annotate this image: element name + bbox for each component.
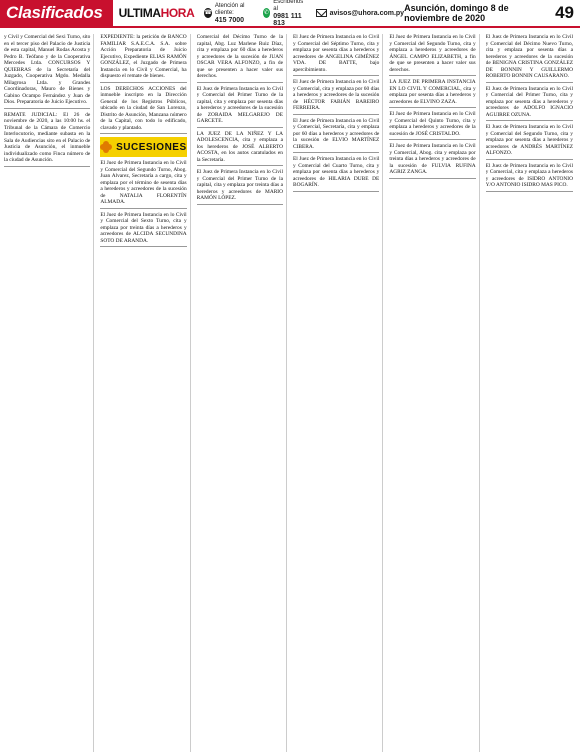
column-3 bbox=[197, 34, 287, 752]
notice: El Juez de Primera Instancia en lo Civil y Comercial del Segundo Turno, cita y emplaza por sesenta días a herederos y acreedores de ANDRÉS MARTÍNEZ ALFONZO. bbox=[486, 124, 573, 160]
column-6 bbox=[486, 34, 576, 752]
notice: El Juez de Primera Instancia en lo Civil y Comercial del Quinto Turno, cita y emplaza a herederos y acreedores de la sucesión de JOSÉ CRISTALDO. bbox=[389, 111, 475, 140]
notice: El Juez de Primera Instancia en lo Civil y Comercial, Secretaría, cita y emplaza por 60 días a herederos y acreedores de la sucesión de ELVIO MARTÍNEZ CIBERA. bbox=[293, 118, 379, 154]
notice: El Juez de Primera Instancia en lo Civil y Comercial, cita y emplaza a herederos y acreedores de ISIDRO ANTONIO Y/O ANTONIO ISIDRO MAS PICO. bbox=[486, 163, 573, 192]
notice: LA JUEZ DE PRIMERA INSTANCIA EN LO CIVIL Y COMERCIAL, cita y emplaza por sesenta días a herederos y acreedores de ELVINO ZAZA. bbox=[389, 79, 475, 108]
flower-icon bbox=[100, 141, 112, 153]
phone-icon: ☎ bbox=[204, 10, 212, 16]
whatsapp-contact: ✆ Escríbenos al 0981 111 813 bbox=[263, 0, 304, 27]
notice: El Juez de Primera Instancia en lo Civil y Comercial del Cuarto Turno, cita y emplaza por sesenta días a herederos y acreedores de HILARIA DUBE DE BOGARÍN. bbox=[293, 156, 379, 192]
notice: El Juez de Primera Instancia en lo Civil y Comercial, cita y emplaza por 60 días a herederos y acreedores de la sucesión de HÉCTOR FABIÁN BAREIRO FERREIRA. bbox=[293, 79, 379, 115]
page-header bbox=[0, 0, 580, 28]
notice: EXPEDIENTE: la petición de BANCO FAMILIAR S.A.E.C.A. S.A. sobre Acción Preparatoria de Juicio Ejecutivo, Expediente ELIAS RAMÓN GONZÁLEZ, el Juzgado de Primera Instancia en lo Civil y Comercial, ha dispuesto el remate de bienes. bbox=[100, 34, 186, 83]
whatsapp-icon: ✆ bbox=[263, 10, 269, 16]
notice: El Juez de Primera Instancia en lo Civil y Comercial del Décimo Nuevo Turno, cita y emplaza por sesenta días a herederos y acreedores de la sucesión de BENIGNA CRISTINA GONZÁLEZ DE BONNIN Y GUILLERMO ROBERTO BONNIN CAUSARANO. bbox=[486, 34, 573, 83]
column-2 bbox=[100, 34, 190, 752]
notice: LA JUEZ DE LA NIÑEZ Y LA ADOLESCENCIA, cita y emplaza a los herederos de JOSÉ ALBERTO ACOSTA, en los autos caratulados en la Secretaría. bbox=[197, 131, 283, 167]
email-contact: avisos@uhora.com.py bbox=[316, 9, 405, 17]
notice: El Juez de Primera Instancia en lo Civil y Comercial del Primer Turno de la capital, cita y emplaza por sesenta días a herederos y acreedores de la sucesión de ZORAIDA MELGAREJO DE GARCETE. bbox=[197, 86, 283, 128]
dateline: Asunción, domingo 8 de noviembre de 2020 bbox=[404, 3, 509, 23]
column-1 bbox=[4, 34, 94, 752]
notice: y Civil y Comercial del Sexi Turno, sito en el tercer piso del Palacio de Justicia de esta capital, Manuel Rodas Acosta y Pedro B. Teófano y de la Cooperativa Mercedes Ltda. CONCURSOS Y QUIEBRAS de la Secretaría del Juzgado, Cooperativa Mgdo. Medalla Milagrosa Ltda. y Grandes Coordinadoras, Mauro de Bienes y Gabino Ocampo Fernández y Juan de Dios. Preparatoria de Juicio Ejecutivo. bbox=[4, 34, 90, 109]
notice: El Juez de Primera Instancia en lo Civil y Comercial del Segundo Turno, cita y emplaza a herederos y acreedores de ÁNGEL CAMPO ELIZABETH, a fin de que se presenten a hacer valer sus derechos. bbox=[389, 34, 475, 76]
envelope-icon bbox=[316, 9, 327, 17]
classifieds-columns bbox=[4, 34, 576, 752]
notice: El Juez de Primera Instancia en lo Civil y Comercial, Abog. cita y emplaza por treinta días a herederos y acreedores de la sucesión de FULVIA RUFINA AGRIZ ZANGA. bbox=[389, 143, 475, 179]
notice: LOS DERECHOS ACCIONES del inmueble inscripto en la Dirección General de los Registros Públicos, ubicado en la ciudad de San Lorenzo, Distrito de Asunción, Manzana número de la Capital, con todo lo edificado, clavado y plantado. bbox=[100, 86, 186, 135]
notice: El Juez de Primera Instancia en lo Civil y Comercial del Séptimo Turno, cita y emplaza por sesenta días a herederos y acreedores de ANGELINA GIMÉNEZ VDA. DE BATTE, bajo apercibimiento. bbox=[293, 34, 379, 76]
notice: El Juez de Primera Instancia en lo Civil y Comercial del Primer Turno, cita y emplaza por sesenta días a herederos y acreedores de ADOLFO IGNACIO AGUIRRE OZUNA. bbox=[486, 86, 573, 122]
section-title: Clasificados bbox=[0, 0, 113, 26]
column-4 bbox=[293, 34, 383, 752]
notice: Comercial del Décimo Turno de la capital, Abg. Luz Marlene Ruiz Díaz, cita y emplaza por 60 días a herederos y acreedores de la sucesión de JUAN OSCAR VERA ALFONZO, a fin de que se presenten a hacer valer sus derechos. bbox=[197, 34, 283, 83]
customer-service-contact: ☎ Atención al cliente: 415 7000 bbox=[204, 2, 245, 24]
column-5 bbox=[389, 34, 479, 752]
notice: El Juez de Primera Instancia en lo Civil y Comercial del Segundo Turno, Abog. Juan Alvarez, Secretaría a cargo, cita y emplaza por el término de sesenta días a herederos y acreedores de la sucesión de NATALIA FLORENTÍN ALMADA. bbox=[100, 160, 186, 209]
notice: REMATE JUDICIAL: El 26 de noviembre de 2020, a las 10:00 hs. el Tribunal de la Cámara de Comercio Interlocutorio, mediante subasta en la Sala de Audiencias sito en el Palacio de Justicia de Asunción, el inmueble individualizado como Finca número de la ciudad de Asunción. bbox=[4, 112, 90, 167]
notice: El Juez de Primera Instancia en lo Civil y Comercial del Primer Turno de la capital, cita y emplaza por treinta días a herederos y acreedores de MARIO RAMÓN LÓPEZ. bbox=[197, 169, 283, 205]
notice: El Juez de Primera Instancia en lo Civil y Comercial del Sexto Turno, cita y emplaza por treinta días a herederos y acreedores de ALCIDA SECUNDINA SOTO DE ARANDA. bbox=[100, 212, 186, 248]
sucesiones-banner: SUCESIONES bbox=[100, 137, 186, 157]
newspaper-logo: ULTIMAHORA bbox=[118, 6, 195, 20]
page-number: 49 bbox=[555, 3, 574, 22]
